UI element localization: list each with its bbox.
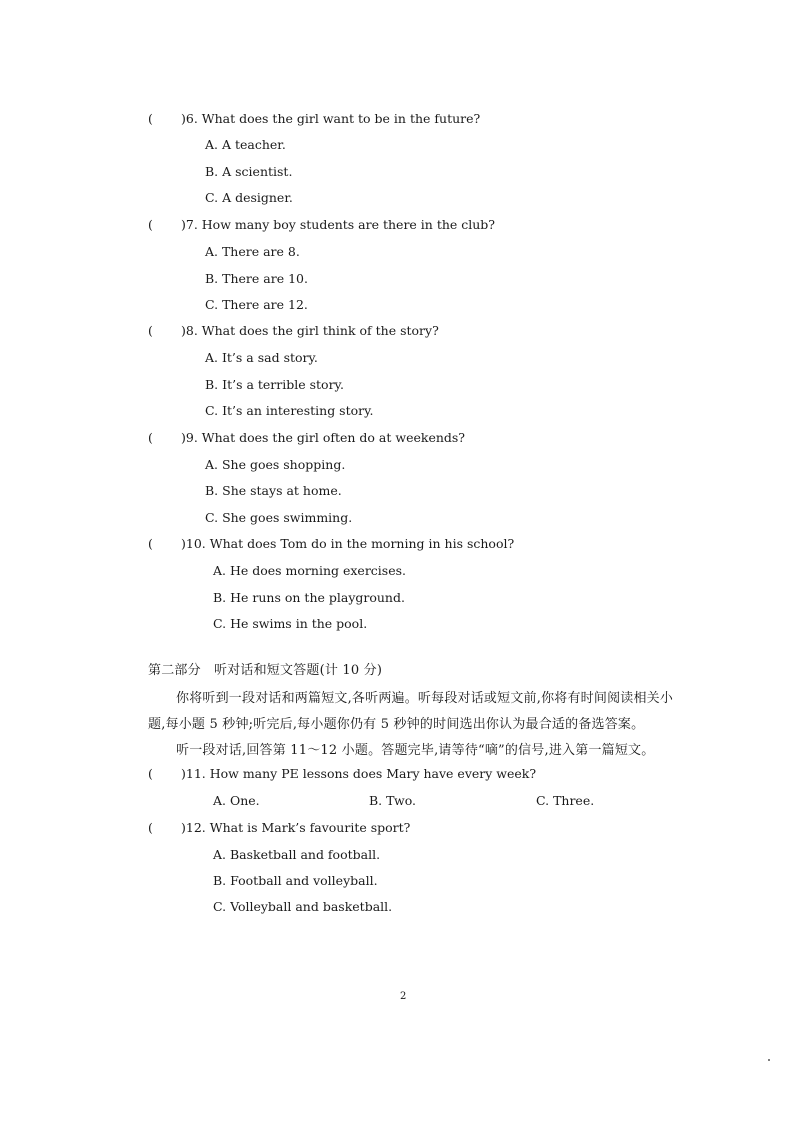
option-b: B. Football and volleyball. — [213, 873, 378, 888]
option-a: A. One. — [213, 793, 260, 808]
answer-bracket[interactable]: ( — [148, 217, 153, 232]
option-c: C. There are 12. — [205, 297, 308, 312]
answer-bracket[interactable]: ( — [148, 111, 153, 126]
question-text: )7. How many boy students are there in the club? — [181, 217, 496, 232]
question-text: )8. What does the girl think of the story? — [181, 323, 439, 338]
answer-bracket[interactable]: ( — [148, 430, 153, 445]
answer-bracket[interactable]: ( — [148, 536, 153, 551]
page-number: 2 — [400, 991, 407, 1002]
question-text: )6. What does the girl want to be in the future? — [181, 111, 481, 126]
answer-bracket[interactable]: ( — [148, 323, 153, 338]
question-text: )11. How many PE lessons does Mary have every week? — [181, 766, 537, 781]
question-text: )9. What does the girl often do at weekends? — [181, 430, 466, 445]
scan-speck — [768, 1059, 770, 1061]
answer-bracket[interactable]: ( — [148, 766, 153, 781]
option-b: B. Two. — [369, 793, 417, 808]
instruction-text: 听一段对话,回答第 11～12 小题。答题完毕,请等待“嘀”的信号,进入第一篇短文。 — [176, 743, 655, 758]
instruction-text: 你将听到一段对话和两篇短文,各听两遍。听每段对话或短文前,你将有时间阅读相关小 — [176, 691, 674, 706]
option-a: A. A teacher. — [205, 137, 286, 152]
option-b: B. He runs on the playground. — [213, 590, 405, 605]
option-a: A. Basketball and football. — [213, 847, 381, 862]
option-a: A. There are 8. — [205, 244, 300, 259]
option-a: A. She goes shopping. — [205, 457, 346, 472]
question-text: )10. What does Tom do in the morning in his school? — [181, 536, 515, 551]
section-heading: 第二部分 听对话和短文答题(计 10 分) — [148, 663, 383, 678]
option-c: C. It’s an interesting story. — [205, 403, 374, 418]
option-c: C. Three. — [536, 793, 595, 808]
question-text: )12. What is Mark’s favourite sport? — [181, 820, 411, 835]
option-b: B. It’s a terrible story. — [205, 377, 344, 392]
option-a: A. It’s a sad story. — [205, 350, 318, 365]
option-b: B. A scientist. — [205, 164, 293, 179]
option-b: B. She stays at home. — [205, 483, 342, 498]
answer-bracket[interactable]: ( — [148, 820, 153, 835]
option-c: C. Volleyball and basketball. — [213, 899, 393, 914]
instruction-text: 题,每小题 5 秒钟;听完后,每小题你仍有 5 秒钟的时间选出你认为最合适的备选答案。 — [148, 717, 645, 732]
option-a: A. He does morning exercises. — [213, 563, 407, 578]
option-c: C. She goes swimming. — [205, 510, 353, 525]
option-b: B. There are 10. — [205, 271, 308, 286]
option-c: C. A designer. — [205, 190, 293, 205]
option-c: C. He swims in the pool. — [213, 616, 368, 631]
